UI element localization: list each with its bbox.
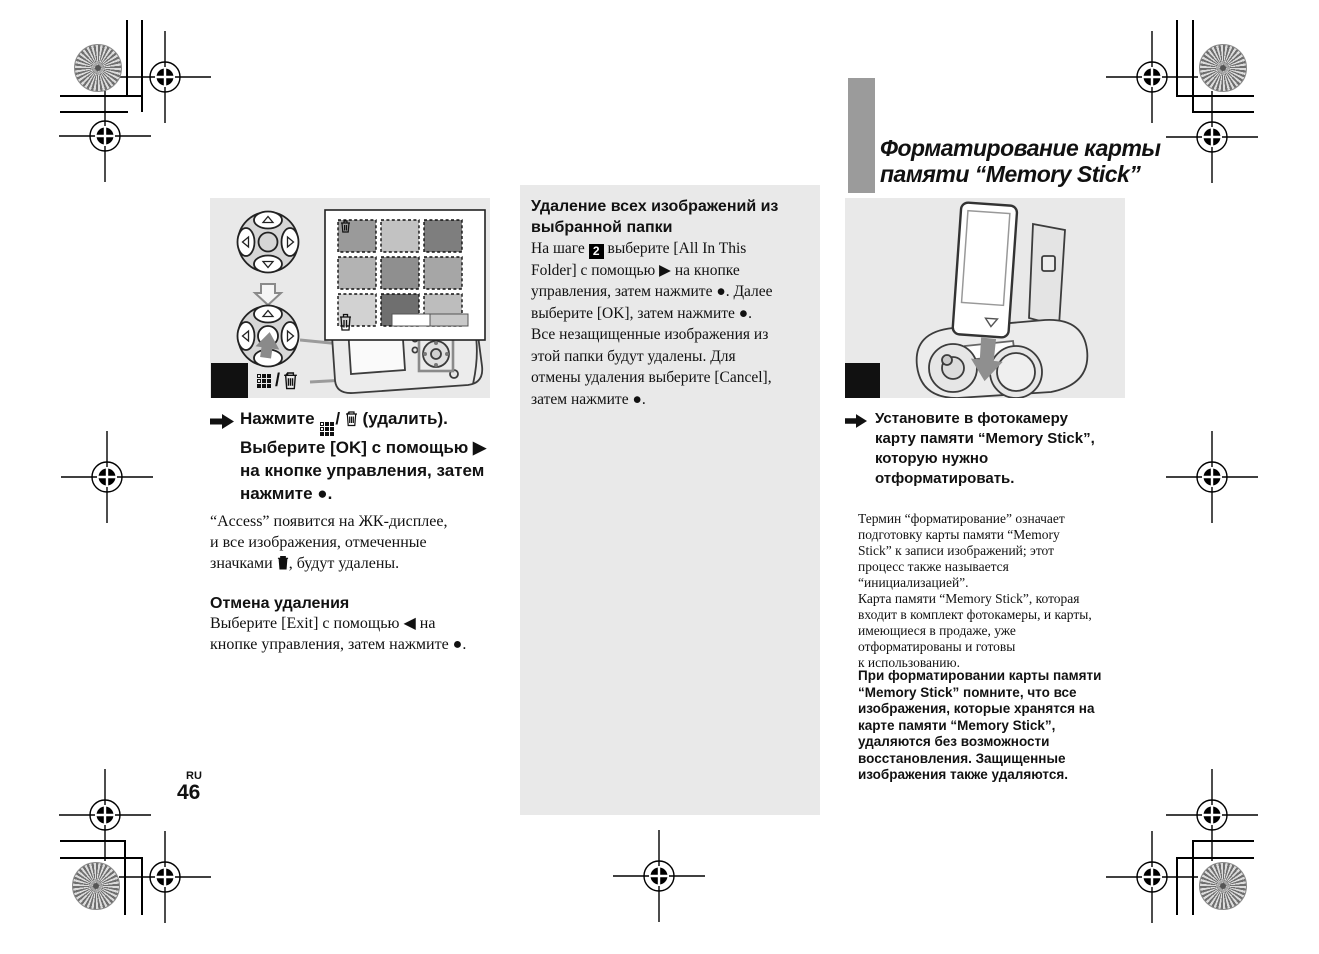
registration-mark bbox=[59, 90, 151, 182]
crop-mark bbox=[124, 840, 126, 915]
memory-stick bbox=[952, 202, 1017, 338]
access-note bbox=[210, 511, 510, 574]
instruction-text: (удалить). bbox=[362, 409, 448, 428]
slash-separator: / bbox=[275, 370, 281, 390]
index-delete-button-label bbox=[256, 370, 298, 391]
step-number-box bbox=[211, 363, 248, 398]
cancel-delete-body: Выберите [Exit] с помощью ◀ на кнопке управления, затем нажмите ●. bbox=[210, 615, 467, 653]
trash-icon bbox=[277, 555, 289, 570]
crop-mark bbox=[60, 840, 126, 842]
crop-mark bbox=[60, 95, 143, 97]
crop-mark bbox=[60, 857, 143, 859]
registration-mark bbox=[613, 830, 705, 922]
registration-mark bbox=[1166, 431, 1258, 523]
crop-mark bbox=[141, 20, 143, 112]
crop-mark bbox=[1176, 95, 1254, 97]
instruction-rest: Выберите [OK] с помощью ▶ на кнопке управления, затем нажмите ●. bbox=[240, 438, 487, 503]
bullet-arrow-icon bbox=[845, 414, 867, 428]
crop-mark bbox=[1192, 20, 1194, 112]
down-arrow-icon bbox=[255, 284, 281, 305]
trash-icon bbox=[345, 410, 358, 427]
calibration-target bbox=[74, 44, 122, 92]
step-number-box bbox=[845, 363, 880, 398]
crop-mark bbox=[1192, 840, 1194, 915]
instruction-text: Нажмите bbox=[240, 409, 315, 428]
calibration-target bbox=[1199, 44, 1247, 92]
index-icon bbox=[320, 422, 334, 436]
section-title bbox=[880, 135, 1180, 187]
calibration-target bbox=[72, 862, 120, 910]
instruction-first-line bbox=[240, 407, 500, 436]
memory-stick-insert-illustration bbox=[845, 198, 1125, 398]
section-title-line2: памяти “Memory Stick” bbox=[880, 161, 1141, 187]
crop-mark bbox=[126, 20, 128, 97]
registration-mark bbox=[61, 431, 153, 523]
middle-body-text: выберите [All In This Folder] с помощью ▶ на кнопке управления, затем нажмите ●. Далее выберите [OK], затем нажмите ●. Все незащищенные изображения из этой папки будут удалены. Для отмены удаления выберите [Cancel], затем нажмите ●. bbox=[531, 240, 773, 408]
access-note-text: , будут удалены. bbox=[288, 555, 400, 572]
registration-mark bbox=[1106, 831, 1198, 923]
left-instruction bbox=[240, 407, 500, 505]
trash-icon bbox=[283, 371, 298, 390]
crop-mark bbox=[1192, 111, 1254, 113]
middle-body-text: На шаге bbox=[531, 240, 589, 257]
access-note-text: “Access” появится на ЖК-дисплее, и все изображения, отмеченные значками bbox=[210, 513, 448, 572]
calibration-target bbox=[1199, 862, 1247, 910]
registration-mark bbox=[119, 831, 211, 923]
control-pad-press-diagram bbox=[238, 306, 299, 367]
crop-mark bbox=[1176, 857, 1254, 859]
crop-mark bbox=[60, 111, 128, 113]
cancel-delete-heading: Отмена удаления bbox=[210, 595, 350, 612]
right-instruction: Установите в фотокамеру карту памяти “Memory Stick”, которую нужно отформатировать. bbox=[875, 410, 1095, 487]
section-title-bar bbox=[848, 78, 875, 193]
bullet-arrow-icon bbox=[210, 414, 234, 429]
page-language-tag: RU bbox=[186, 770, 202, 782]
lcd-index-screen bbox=[325, 210, 485, 340]
index-icon bbox=[257, 374, 271, 388]
format-explanation: Термин “форматирование” означает подготовку карты памяти “Memory Stick” к записи изображений; этот процесс также называется “инициализацией”. Карта памяти “Memory Stick”, которая входит в комплект фотокамеры, и карты, имеющиеся в продаже, уже отформатированы и готовы к использованию. bbox=[858, 511, 1092, 670]
step-2-badge: 2 bbox=[589, 244, 604, 259]
lcd-button-left bbox=[392, 314, 430, 326]
middle-note-panel bbox=[520, 185, 820, 815]
format-illustration-panel bbox=[845, 198, 1125, 398]
lcd-button-right bbox=[430, 314, 468, 326]
crop-mark bbox=[1193, 840, 1254, 842]
format-warning: При форматировании карты памяти “Memory Stick” помните, что все изображения, которые хранятся на карте памяти “Memory Stick”, удаляются без возможности восстановления. Защищенные изображения также удаляются. bbox=[858, 668, 1102, 782]
crop-mark bbox=[1176, 20, 1178, 96]
middle-heading: Удаление всех изображений из выбранной папки bbox=[531, 198, 779, 236]
page-number: 46 bbox=[177, 781, 201, 804]
crop-mark bbox=[1176, 857, 1178, 915]
camera-back-illustration bbox=[210, 198, 490, 398]
middle-body bbox=[531, 238, 815, 410]
section-title-line1: Форматирование карты bbox=[880, 135, 1161, 161]
slash-separator: / bbox=[335, 409, 341, 428]
control-pad-diagram bbox=[238, 212, 299, 273]
crop-mark bbox=[141, 857, 143, 915]
delete-illustration-panel bbox=[210, 198, 490, 398]
